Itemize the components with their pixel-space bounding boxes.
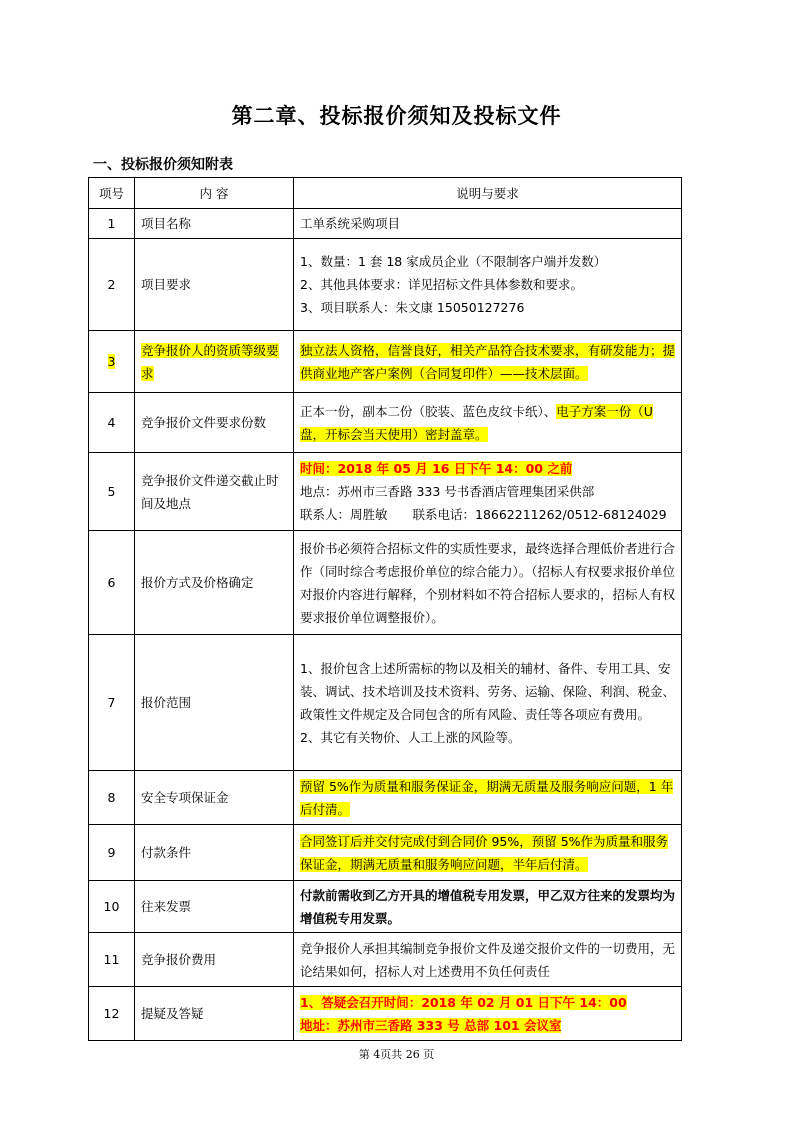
- row-requirement: 报价书必须符合招标文件的实质性要求，最终选择合理低价者进行合作（同时综合考虑报价单位的综合能力）。（招标人有权要求报价单位对报价内容进行解释，个别材料如不符合招标人要求的，招标人有权要求报价单位调整报价）。: [294, 531, 682, 635]
- qa-address-text: 地址：苏州市三香路 333 号 总部 101 会议室: [300, 1017, 562, 1033]
- table-row: [89, 825, 682, 881]
- row-requirement: 竞争报价人承担其编制竞争报价文件及递交报价文件的一切费用，无论结果如何，招标人对上述费用不负任何责任: [294, 933, 682, 987]
- qa-time-text: 1、答疑会召开时间：2018 年 02 月 01 日下午 14：00: [300, 994, 627, 1010]
- header-requirements: 说明与要求: [294, 178, 682, 209]
- requirements-table: [88, 177, 682, 1041]
- row-item: 往来发票: [135, 881, 294, 933]
- row-requirement: [294, 987, 682, 1041]
- row-number: 10: [89, 881, 135, 933]
- table-row: [89, 987, 682, 1041]
- row-number: 6: [89, 531, 135, 635]
- page-title: 第二章、投标报价须知及投标文件: [231, 104, 562, 128]
- deadline-line: [300, 457, 675, 480]
- highlighted-item: 竞争报价人的资质等级要求: [141, 342, 279, 381]
- row-number: [89, 331, 135, 393]
- row-requirement: [294, 331, 682, 393]
- highlighted-text: 电子方案一份（U 盘，开标会当天使用）密封盖章。: [300, 403, 653, 442]
- qa-address-line: [300, 1014, 675, 1037]
- row-item: 竞争报价文件要求份数: [135, 393, 294, 453]
- page-footer: 第 4页共 26 页: [358, 1048, 435, 1061]
- row-number: 1: [89, 209, 135, 239]
- highlighted-text: 预留 5%作为质量和服务保证金，期满无质量及服务响应问题，1 年后付清。: [300, 778, 674, 817]
- row-number: 4: [89, 393, 135, 453]
- row-number: 2: [89, 239, 135, 331]
- requirement-line: 2、其它有关物价、人工上涨的风险等。: [300, 729, 521, 745]
- row-number: 7: [89, 635, 135, 771]
- row-item: 安全专项保证金: [135, 771, 294, 825]
- row-number: 8: [89, 771, 135, 825]
- row-requirement: [294, 825, 682, 881]
- highlighted-number: 3: [107, 354, 116, 369]
- row-item: [135, 331, 294, 393]
- highlighted-text: 独立法人资格，信誉良好，相关产品符合技术要求，有研发能力；提供商业地产客户案例（合同复印件）——技术层面。: [300, 342, 676, 381]
- table-row: [89, 453, 682, 531]
- address-line: 地点：苏州市三香路 333 号书香酒店管理集团采供部: [300, 484, 595, 499]
- requirement-line: 1、报价包含上述所需标的物以及相关的辅材、备件、专用工具、安装、调试、技术培训及技术资料、劳务、运输、保险、利润、税金、政策性文件规定及合同包含的所有风险、责任等各项应有费用。: [300, 660, 676, 722]
- table-row: [89, 209, 682, 239]
- row-item: 提疑及答疑: [135, 987, 294, 1041]
- row-requirement: [294, 771, 682, 825]
- requirement-line: 2、其他具体要求：详见招标文件具体参数和要求。: [300, 277, 583, 292]
- row-item: 竞争报价费用: [135, 933, 294, 987]
- qa-time-line: [300, 991, 675, 1014]
- row-requirement: 付款前需收到乙方开具的增值税专用发票，甲乙双方往来的发票均为增值税专用发票。: [294, 881, 682, 933]
- table-row: [89, 239, 682, 331]
- deadline-text: 时间：2018 年 05 月 16 日下午 14：00 之前: [300, 461, 573, 476]
- contact-line: 联系人：周胜敏 联系电话：18662211262/0512-68124029: [300, 507, 667, 522]
- table-row: [89, 393, 682, 453]
- row-number: 12: [89, 987, 135, 1041]
- row-number: 5: [89, 453, 135, 531]
- table-row: [89, 771, 682, 825]
- row-item: 报价方式及价格确定: [135, 531, 294, 635]
- section-title: 一、投标报价须知附表: [93, 157, 233, 173]
- header-content: 内 容: [135, 178, 294, 209]
- table-row: [89, 635, 682, 771]
- table-row: [89, 881, 682, 933]
- header-item-no: 项号: [89, 178, 135, 209]
- table-row: [89, 933, 682, 987]
- row-requirement: [294, 239, 682, 331]
- row-item: 项目名称: [135, 209, 294, 239]
- row-requirement: 工单系统采购项目: [294, 209, 682, 239]
- table-row: [89, 331, 682, 393]
- table-row: [89, 531, 682, 635]
- table-header-row: [89, 178, 682, 209]
- row-item: 竞争报价文件递交截止时间及地点: [135, 453, 294, 531]
- row-item: 付款条件: [135, 825, 294, 881]
- row-item: 项目要求: [135, 239, 294, 331]
- row-number: 9: [89, 825, 135, 881]
- highlighted-text: 合同签订后并交付完成付到合同价 95%，预留 5%作为质量和服务保证金，期满无质量和服务响应问题，半年后付清。: [300, 833, 669, 872]
- requirement-text: 正本一份，副本二份（胶装、蓝色皮纹卡纸）、: [300, 403, 557, 419]
- requirement-line: 1、数量：1 套 18 家成员企业（不限制客户端并发数）: [300, 254, 607, 269]
- row-requirement: [294, 635, 682, 771]
- row-item: 报价范围: [135, 635, 294, 771]
- requirement-line: 3、项目联系人：朱文康 15050127276: [300, 300, 525, 315]
- row-requirement: [294, 453, 682, 531]
- row-number: 11: [89, 933, 135, 987]
- row-requirement: [294, 393, 682, 453]
